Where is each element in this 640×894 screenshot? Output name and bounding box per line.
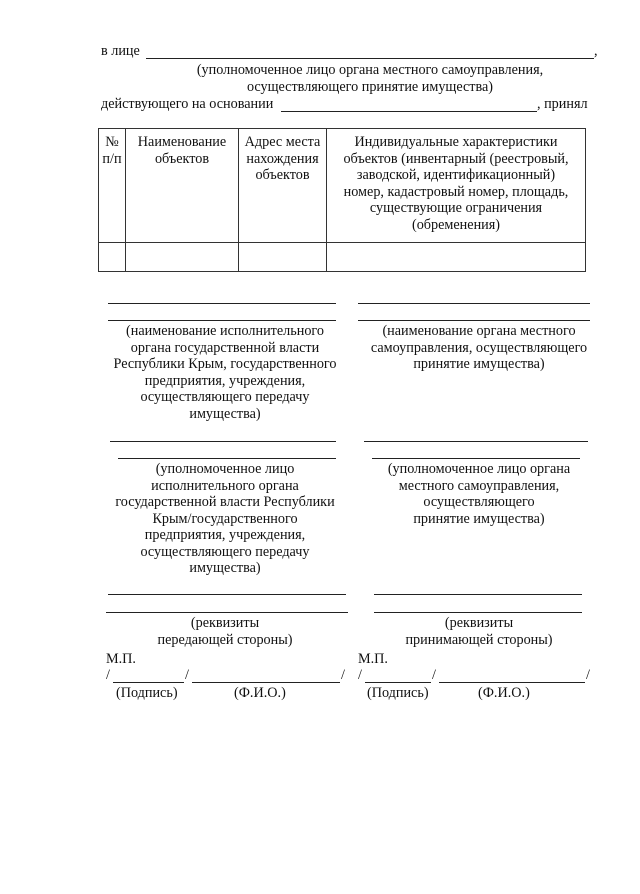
column-address: Адрес места нахождения объектов <box>239 129 327 243</box>
representative-caption: (уполномоченное лицо органа местного самоуправления, осуществляющего принятие имущества) <box>196 62 544 95</box>
right-slash-2: / <box>432 667 436 683</box>
left-slash-1: / <box>106 667 110 683</box>
left-slash-3: / <box>341 667 345 683</box>
right-org-caption: (наименование органа местного самоуправления, осуществляющего принятие имущества) <box>370 323 588 372</box>
right-person-line-2[interactable] <box>372 458 580 459</box>
acting-basis-line[interactable] <box>281 111 537 112</box>
right-slash-3: / <box>586 667 590 683</box>
left-person-line-1[interactable] <box>110 441 336 442</box>
left-name-label: (Ф.И.О.) <box>234 685 286 701</box>
right-stamp-place: М.П. <box>358 651 388 667</box>
table-cell[interactable] <box>239 242 327 271</box>
left-name-line[interactable] <box>192 682 340 683</box>
column-characteristics: Индивидуальные характеристики объектов (инвентарный (реестровый, заводской, идентификационный) номер, кадастровый номер, площадь, существующие ограничения (обременения) <box>327 129 586 243</box>
in-person-label: в лице <box>101 43 140 59</box>
left-org-line-1[interactable] <box>108 303 336 304</box>
left-requisites-line-1[interactable] <box>108 594 346 595</box>
right-signature-label: (Подпись) <box>367 685 429 701</box>
right-person-line-1[interactable] <box>364 441 588 442</box>
right-signature-line[interactable] <box>365 682 431 683</box>
column-number: № п/п <box>99 129 126 243</box>
right-slash-1: / <box>358 667 362 683</box>
left-requisites-line-2[interactable] <box>106 612 348 613</box>
objects-table <box>98 128 586 272</box>
left-signature-line[interactable] <box>113 682 184 683</box>
acting-basis-label: действующего на основании <box>101 96 274 112</box>
table-header-row <box>99 129 586 243</box>
left-org-caption: (наименование исполнительного органа государственной власти Республики Крым, государственного предприятия, учреждения, осуществляющего передачу имущества) <box>113 323 337 422</box>
table-cell[interactable] <box>126 242 239 271</box>
right-name-line[interactable] <box>439 682 585 683</box>
left-signature-label: (Подпись) <box>116 685 178 701</box>
right-requisites-line-2[interactable] <box>374 612 582 613</box>
right-person-caption: (уполномоченное лицо органа местного самоуправления, осуществляющего принятие имущества) <box>387 461 571 527</box>
right-name-label: (Ф.И.О.) <box>478 685 530 701</box>
table-cell[interactable] <box>327 242 586 271</box>
left-requisites-caption: (реквизиты передающей стороны) <box>157 615 293 648</box>
comma: , <box>594 43 598 59</box>
left-org-line-2[interactable] <box>108 320 336 321</box>
right-org-line-1[interactable] <box>358 303 590 304</box>
left-stamp-place: М.П. <box>106 651 136 667</box>
left-slash-2: / <box>185 667 189 683</box>
left-person-caption: (уполномоченное лицо исполнительного органа государственной власти Республики Крым/государственного предприятия, учреждения, осуществляющего передачу имущества) <box>115 461 335 576</box>
right-requisites-line-1[interactable] <box>374 594 582 595</box>
right-org-line-2[interactable] <box>358 320 590 321</box>
representative-name-line[interactable] <box>146 58 594 59</box>
column-name: Наименование объектов <box>126 129 239 243</box>
left-person-line-2[interactable] <box>118 458 336 459</box>
accepted-label: , принял <box>537 96 588 112</box>
table-row <box>99 242 586 271</box>
right-requisites-caption: (реквизиты принимающей стороны) <box>405 615 553 648</box>
table-cell[interactable] <box>99 242 126 271</box>
